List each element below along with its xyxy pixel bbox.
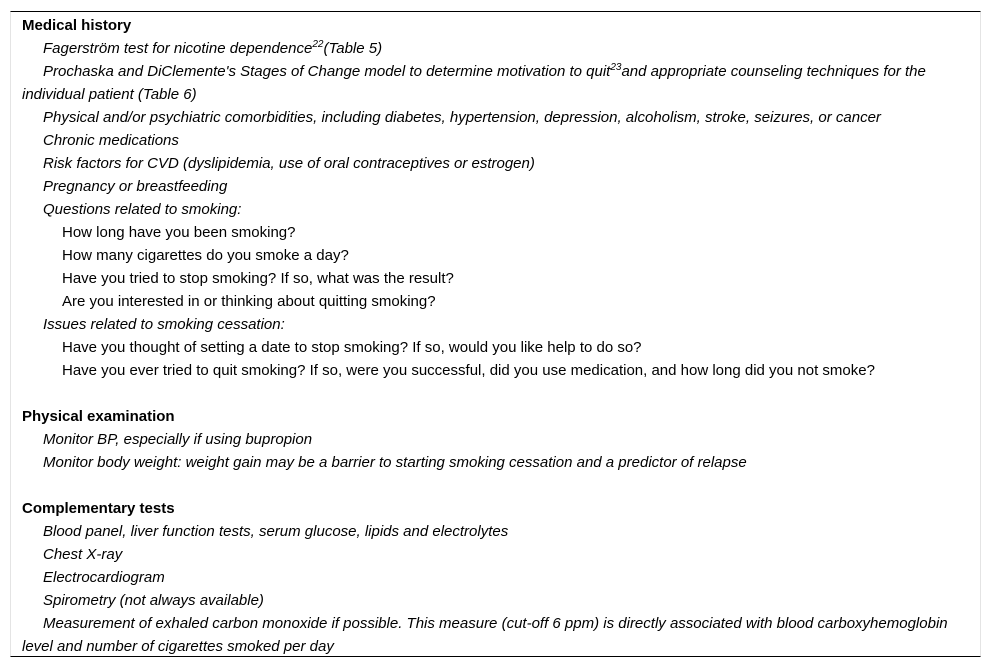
- list-item: [22, 175, 952, 198]
- item-text: Are you interested in or thinking about quitting smoking?: [62, 293, 436, 310]
- item-text: Measurement of exhaled carbon monoxide if possible. This measure (cut-off 6 ppm) is directly associated with blood carboxyhemoglobin level and number of cigarettes smoked per day: [22, 615, 948, 655]
- list-item: [22, 589, 952, 612]
- item-text: Blood panel, liver function tests, serum glucose, lipids and electrolytes: [43, 523, 509, 540]
- clinical-assessment-table: [10, 11, 981, 657]
- item-text: Have you ever tried to quit smoking? If so, were you successful, did you use medication, and how long did you not smoke?: [62, 362, 875, 379]
- list-item: [22, 60, 952, 106]
- item-text: Prochaska and DiClemente's Stages of Change model to determine motivation to quit: [43, 63, 611, 80]
- list-item: [22, 451, 952, 474]
- item-text: Monitor BP, especially if using bupropion: [43, 431, 313, 448]
- list-item: [22, 244, 952, 267]
- spacer: [22, 474, 952, 497]
- list-item: [22, 290, 952, 313]
- item-text: Risk factors for CVD (dyslipidemia, use of oral contraceptives or estrogen): [43, 155, 535, 172]
- item-text: Have you thought of setting a date to stop smoking? If so, would you like help to do so?: [62, 339, 642, 356]
- list-item: [22, 566, 952, 589]
- section-heading: Physical examination: [22, 408, 175, 425]
- spacer: [22, 382, 952, 405]
- list-item: [22, 612, 952, 658]
- list-item: [22, 198, 952, 221]
- item-text: How long have you been smoking?: [62, 224, 296, 241]
- item-text: Spirometry (not always available): [43, 592, 264, 609]
- item-text-continued: (Table 5): [323, 40, 383, 57]
- item-text: Chronic medications: [43, 132, 179, 149]
- list-item: [22, 129, 952, 152]
- list-item: [22, 359, 952, 382]
- citation-link[interactable]: 23: [610, 62, 622, 73]
- list-item: [22, 336, 952, 359]
- item-text: Monitor body weight: weight gain may be a barrier to starting smoking cessation and a predictor of relapse: [43, 454, 747, 471]
- section-heading: Medical history: [22, 17, 132, 34]
- citation-link[interactable]: 22: [312, 39, 324, 50]
- list-item: [22, 313, 952, 336]
- section-heading: Complementary tests: [22, 500, 175, 517]
- item-text: How many cigarettes do you smoke a day?: [62, 247, 349, 264]
- list-item: [22, 543, 952, 566]
- list-item: [22, 428, 952, 451]
- list-item: [22, 221, 952, 244]
- table-cell: [11, 12, 952, 658]
- item-text: Issues related to smoking cessation:: [43, 316, 285, 333]
- list-item: [22, 267, 952, 290]
- item-text: Have you tried to stop smoking? If so, what was the result?: [62, 270, 454, 287]
- item-text-continued: and appropriate counseling techniques for the individual patient (Table 6): [22, 63, 926, 103]
- list-item: [22, 37, 952, 60]
- item-text: Electrocardiogram: [43, 569, 165, 586]
- item-text: Fagerström test for nicotine dependence: [43, 40, 313, 57]
- list-item: [22, 152, 952, 175]
- list-item: [22, 106, 952, 129]
- item-text: Chest X-ray: [43, 546, 123, 563]
- item-text: Physical and/or psychiatric comorbidities, including diabetes, hypertension, depression, alcoholism, stroke, seizures, or cancer: [43, 109, 881, 126]
- list-item: [22, 520, 952, 543]
- item-text: Pregnancy or breastfeeding: [43, 178, 228, 195]
- item-text: Questions related to smoking:: [43, 201, 242, 218]
